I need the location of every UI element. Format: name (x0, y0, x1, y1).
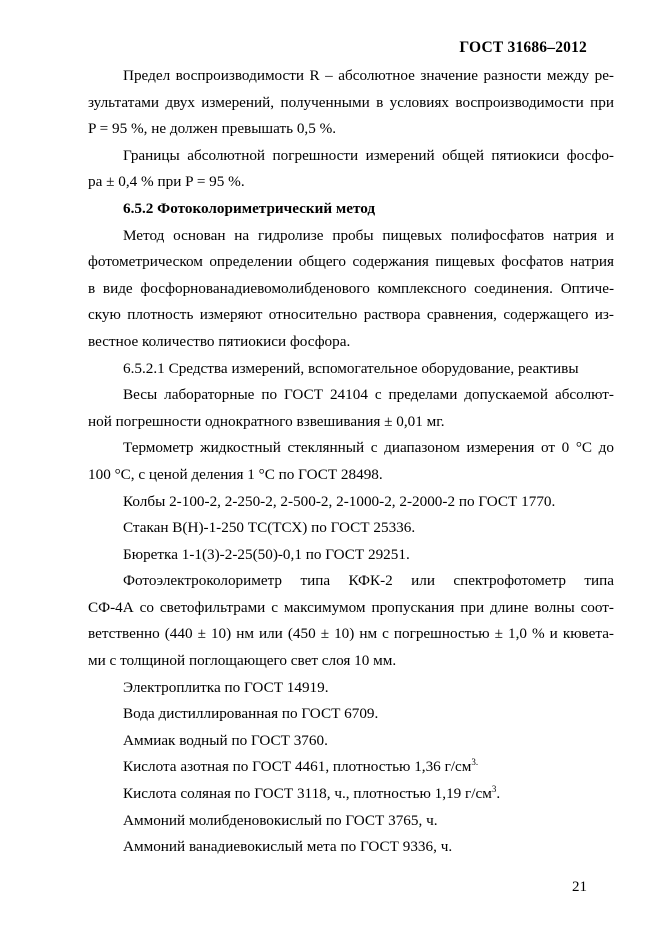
text-line: СФ-4А со светофильтрами с максимумом пропускания при длине волны соот- (88, 598, 614, 616)
text-line: ми с толщиной поглощающего свет слоя 10 мм. (88, 652, 397, 670)
item-beaker: Стакан В(Н)-1-250 ТС(ТСХ) по ГОСТ 25336. (123, 519, 416, 537)
superscript: 3 (491, 783, 497, 794)
text-line: ветственно (440 ± 10) нм или (450 ± 10) нм с погрешностью ± 1,0 % и кювета- (88, 625, 614, 643)
item-photometer (88, 568, 614, 674)
item-tail: . (496, 785, 501, 803)
text-line: Метод основан на гидролизе пробы пищевых полифосфатов натрия и (123, 226, 614, 244)
text-line: ной погрешности однократного взвешивания ± 0,01 мг. (88, 412, 445, 430)
text-line: Предел воспроизводимости R – абсолютное значение разности между ре- (123, 67, 614, 84)
text-line: Фотоэлектроколориметр типа КФК-2 или спектрофотометр типа (123, 572, 614, 590)
text-line: Границы абсолютной погрешности измерений общей пятиокиси фосфо- (123, 146, 614, 164)
text-line: 100 °С, с ценой деления 1 °С по ГОСТ 28498. (88, 465, 383, 483)
item-burette: Бюретка 1-1(3)-2-25(50)-0,1 по ГОСТ 29251. (123, 545, 410, 563)
item-ammonium-vanadate: Аммоний ванадиевокислый мета по ГОСТ 9336, ч. (123, 838, 453, 856)
text-line: скую плотность измеряют относительно раствора сравнения, содержащего из- (88, 306, 614, 324)
item-thermometer (88, 435, 614, 488)
text-line: в виде фосфорнованадиевомолибденового комплексного соединения. Оптиче- (88, 279, 614, 297)
item-hotplate: Электроплитка по ГОСТ 14919. (123, 678, 329, 696)
paragraph-error-bounds (88, 143, 614, 196)
item-aqueous-ammonia: Аммиак водный по ГОСТ 3760. (123, 731, 328, 749)
item-hydrochloric-acid (88, 781, 614, 808)
item-scales (88, 382, 614, 435)
superscript: 3. (471, 757, 479, 768)
text-line: ра ± 0,4 % при P = 95 %. (88, 173, 245, 191)
text-line: Весы лабораторные по ГОСТ 24104 с пределами допускаемой абсолют- (123, 386, 614, 404)
section-heading: 6.5.2 Фотоколориметрический метод (123, 199, 376, 217)
item-nitric-acid (88, 754, 614, 781)
text-line: P = 95 %, не должен превышать 0,5 %. (88, 120, 337, 138)
text-line: фотометрическом определении общего содержания пищевых фосфатов натрия (88, 253, 614, 271)
item-text: Кислота азотная по ГОСТ 4461, плотностью 1,36 г/см (123, 758, 472, 776)
item-ammonium-molybdate: Аммоний молибденовокислый по ГОСТ 3765, ч. (123, 811, 438, 829)
item-distilled-water: Вода дистиллированная по ГОСТ 6709. (123, 705, 379, 723)
text-line: зультатами двух измерений, полученными в условиях воспроизводимости при (88, 93, 614, 111)
item-flasks: Колбы 2-100-2, 2-250-2, 2-500-2, 2-1000-2, 2-2000-2 по ГОСТ 1770. (123, 492, 556, 510)
paragraph-method-description (88, 223, 614, 356)
page-content (88, 63, 614, 861)
text-line: Термометр жидкостный стеклянный с диапазоном измерения от 0 °С до (123, 439, 614, 457)
page-number: 21 (572, 879, 587, 895)
paragraph-reproducibility-limit (88, 63, 614, 143)
subsection-heading: 6.5.2.1 Средства измерений, вспомогательное оборудование, реактивы (123, 359, 579, 377)
text-line: вестное количество пятиокиси фосфора. (88, 332, 351, 350)
item-text: Кислота соляная по ГОСТ 3118, ч., плотностью 1,19 г/см (123, 785, 492, 803)
document-code-header: ГОСТ 31686–2012 (459, 39, 587, 56)
